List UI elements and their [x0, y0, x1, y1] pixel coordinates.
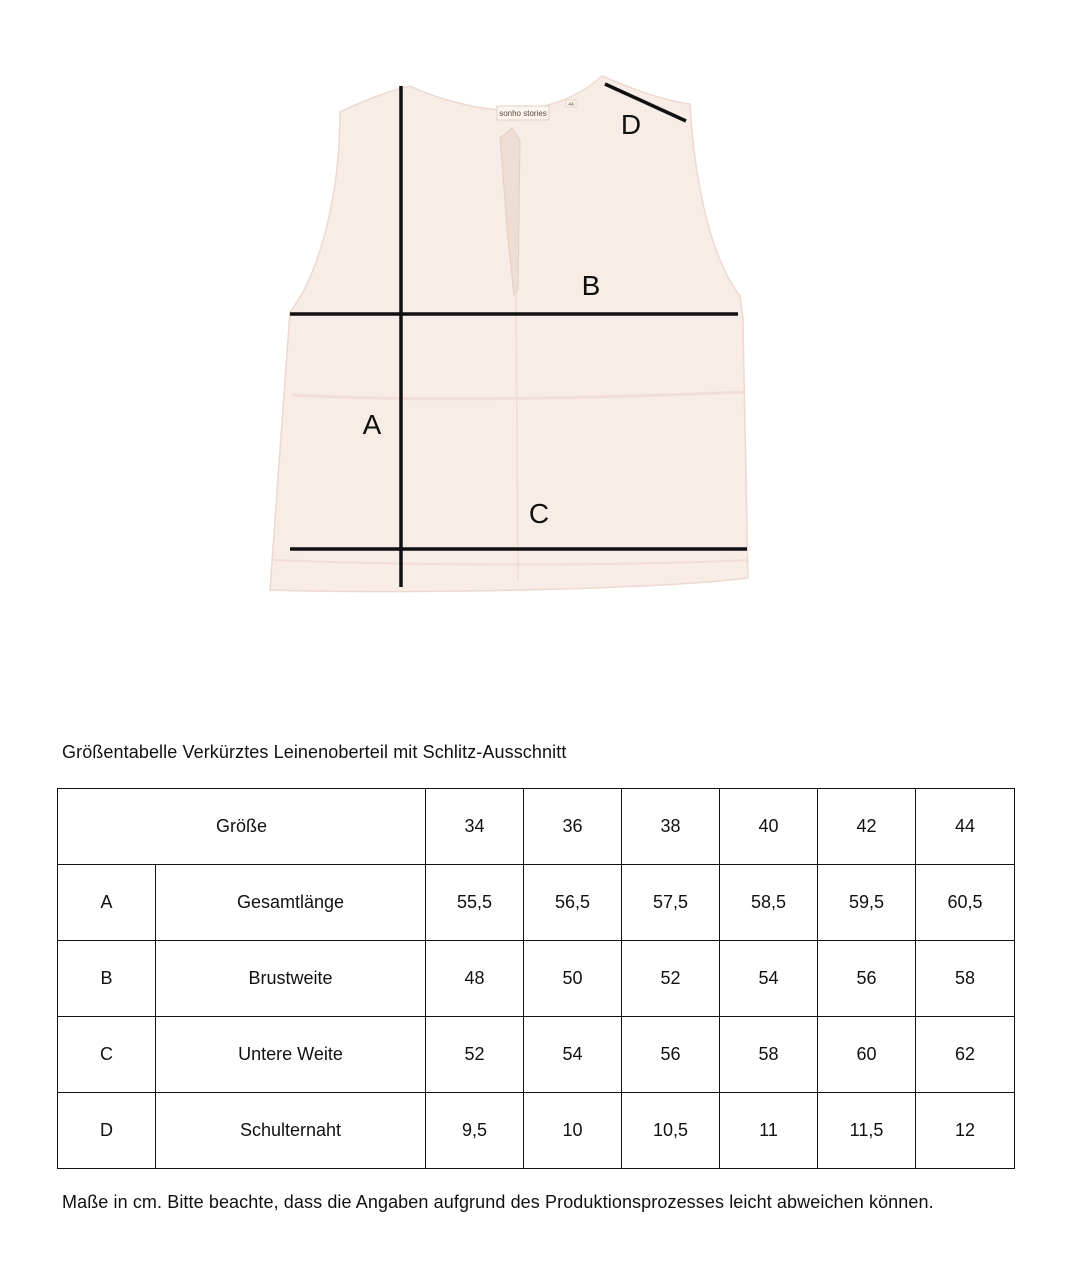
table-cell: 10,5	[622, 1093, 720, 1169]
table-cell: 62	[916, 1017, 1015, 1093]
measurement-note: Maße in cm. Bitte beachte, dass die Angaben aufgrund des Produktionsprozesses leicht abweichen können.	[62, 1192, 934, 1212]
size-table	[57, 788, 1015, 1169]
size-header-36: 36	[524, 789, 622, 865]
brand-label-text: sonho stories	[499, 109, 547, 118]
size-header-38: 38	[622, 789, 720, 865]
table-cell: 54	[524, 1017, 622, 1093]
row-name: Schulternaht	[156, 1093, 426, 1169]
table-row	[58, 1093, 1015, 1169]
table-cell: 54	[720, 941, 818, 1017]
table-cell: 9,5	[426, 1093, 524, 1169]
row-key: B	[58, 941, 156, 1017]
size-header-42: 42	[818, 789, 916, 865]
letter-d: D	[620, 109, 642, 140]
letter-a: A	[362, 409, 382, 440]
table-cell: 48	[426, 941, 524, 1017]
table-cell: 12	[916, 1093, 1015, 1169]
table-cell: 60,5	[916, 865, 1015, 941]
table-cell: 52	[622, 941, 720, 1017]
row-key: D	[58, 1093, 156, 1169]
table-row	[58, 1017, 1015, 1093]
row-name: Untere Weite	[156, 1017, 426, 1093]
size-chart-title: Größentabelle Verkürztes Leinenoberteil mit Schlitz-Ausschnitt	[62, 742, 567, 762]
table-cell: 11,5	[818, 1093, 916, 1169]
table-cell: 10	[524, 1093, 622, 1169]
table-cell: 59,5	[818, 865, 916, 941]
row-key: A	[58, 865, 156, 941]
size-header-cell: Größe	[58, 789, 426, 865]
table-cell: 55,5	[426, 865, 524, 941]
row-name: Brustweite	[156, 941, 426, 1017]
table-cell: 57,5	[622, 865, 720, 941]
table-cell: 58	[720, 1017, 818, 1093]
table-cell: 58	[916, 941, 1015, 1017]
table-cell: 60	[818, 1017, 916, 1093]
table-row	[58, 941, 1015, 1017]
table-cell: 11	[720, 1093, 818, 1169]
table-row	[58, 865, 1015, 941]
table-header-row	[58, 789, 1015, 865]
size-header-34: 34	[426, 789, 524, 865]
size-header-40: 40	[720, 789, 818, 865]
size-label-text: 44	[568, 102, 574, 108]
letter-b: B	[581, 270, 601, 301]
table-cell: 56	[818, 941, 916, 1017]
table-cell: 56,5	[524, 865, 622, 941]
row-key: C	[58, 1017, 156, 1093]
table-cell: 52	[426, 1017, 524, 1093]
table-cell: 58,5	[720, 865, 818, 941]
table-cell: 56	[622, 1017, 720, 1093]
table-cell: 50	[524, 941, 622, 1017]
size-header-44: 44	[916, 789, 1015, 865]
letter-c: C	[528, 498, 550, 529]
row-name: Gesamtlänge	[156, 865, 426, 941]
